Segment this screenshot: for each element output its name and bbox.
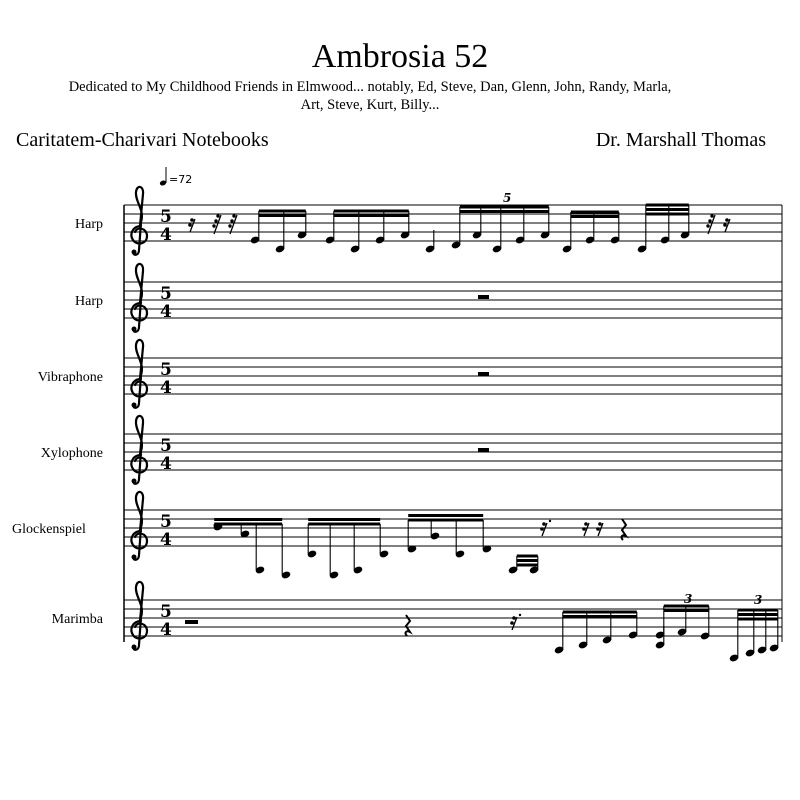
dedication-line-1: Dedicated to My Childhood Friends in Elmwood... notably, Ed, Steve, Dan, Glenn, John, Randy, Marla, bbox=[68, 79, 672, 95]
treble-clef-icon bbox=[131, 264, 147, 332]
thirty-second-rest bbox=[228, 214, 237, 234]
dedication-line-2: Art, Steve, Kurt, Billy... bbox=[300, 97, 440, 113]
tempo-marking bbox=[159, 167, 192, 186]
instrument-label: Glockenspiel bbox=[12, 522, 86, 537]
measure-rest bbox=[478, 295, 489, 299]
thirty-second-rest bbox=[212, 214, 221, 234]
treble-clef-icon bbox=[131, 492, 147, 560]
time-signature-denominator: 4 bbox=[160, 454, 172, 474]
harp-1-notes bbox=[188, 191, 730, 254]
beamed-group bbox=[508, 556, 539, 575]
instrument-label: Harp bbox=[75, 294, 103, 309]
time-signature-numerator: 5 bbox=[160, 512, 172, 532]
measure-rest bbox=[478, 448, 489, 452]
instrument-label: Xylophone bbox=[40, 446, 103, 461]
treble-clef-icon bbox=[131, 416, 147, 484]
time-signature-denominator: 4 bbox=[160, 378, 172, 398]
time-signature-numerator: 5 bbox=[160, 436, 172, 456]
tuplet-label: 3 bbox=[684, 592, 693, 606]
score-title: Ambrosia 52 bbox=[311, 38, 489, 75]
treble-clef-icon bbox=[131, 340, 147, 408]
time-signature-numerator: 5 bbox=[160, 602, 172, 622]
beamed-group bbox=[655, 606, 710, 641]
time-signature-denominator: 4 bbox=[160, 225, 172, 245]
sixteenth-rest bbox=[188, 218, 195, 232]
sixteenth-rest bbox=[582, 522, 589, 536]
instrument-label: Vibraphone bbox=[37, 370, 103, 385]
staff-3 bbox=[38, 340, 782, 408]
publisher-label: Caritatem-Charivari Notebooks bbox=[16, 129, 269, 151]
time-signature-numerator: 5 bbox=[160, 284, 172, 304]
treble-clef-icon bbox=[131, 187, 147, 255]
sixteenth-rest bbox=[723, 218, 730, 232]
staff-2 bbox=[75, 264, 782, 332]
time-signature-denominator: 4 bbox=[160, 530, 172, 550]
time-signature-denominator: 4 bbox=[160, 620, 172, 640]
time-signature-numerator: 5 bbox=[160, 207, 172, 227]
tempo-value: =72 bbox=[169, 173, 193, 186]
measure-rest bbox=[478, 372, 489, 376]
beamed-group bbox=[562, 212, 620, 254]
glockenspiel-notes bbox=[213, 516, 626, 580]
beamed-group bbox=[637, 205, 690, 254]
treble-clef-icon bbox=[131, 582, 147, 650]
dotted-sixteenth-rest bbox=[540, 522, 547, 536]
tuplet-label bbox=[503, 191, 511, 205]
svg-text:5: 5 bbox=[503, 191, 512, 205]
beamed-group bbox=[213, 520, 291, 580]
sixteenth-rest bbox=[596, 522, 603, 536]
instrument-label: Marimba bbox=[51, 612, 103, 627]
staff-5 bbox=[12, 492, 782, 560]
composer-label: Dr. Marshall Thomas bbox=[595, 129, 766, 151]
tuplet-label: 3 bbox=[754, 593, 763, 607]
thirty-second-rest bbox=[706, 214, 715, 234]
beamed-group bbox=[307, 520, 389, 580]
staff-1 bbox=[75, 187, 782, 255]
staff-6 bbox=[52, 582, 782, 650]
staff-4 bbox=[41, 416, 782, 484]
time-signature-numerator: 5 bbox=[160, 360, 172, 380]
instrument-label: Harp bbox=[75, 217, 103, 232]
beamed-group bbox=[425, 230, 435, 254]
time-signature-denominator: 4 bbox=[160, 302, 172, 322]
half-rest bbox=[185, 620, 198, 624]
